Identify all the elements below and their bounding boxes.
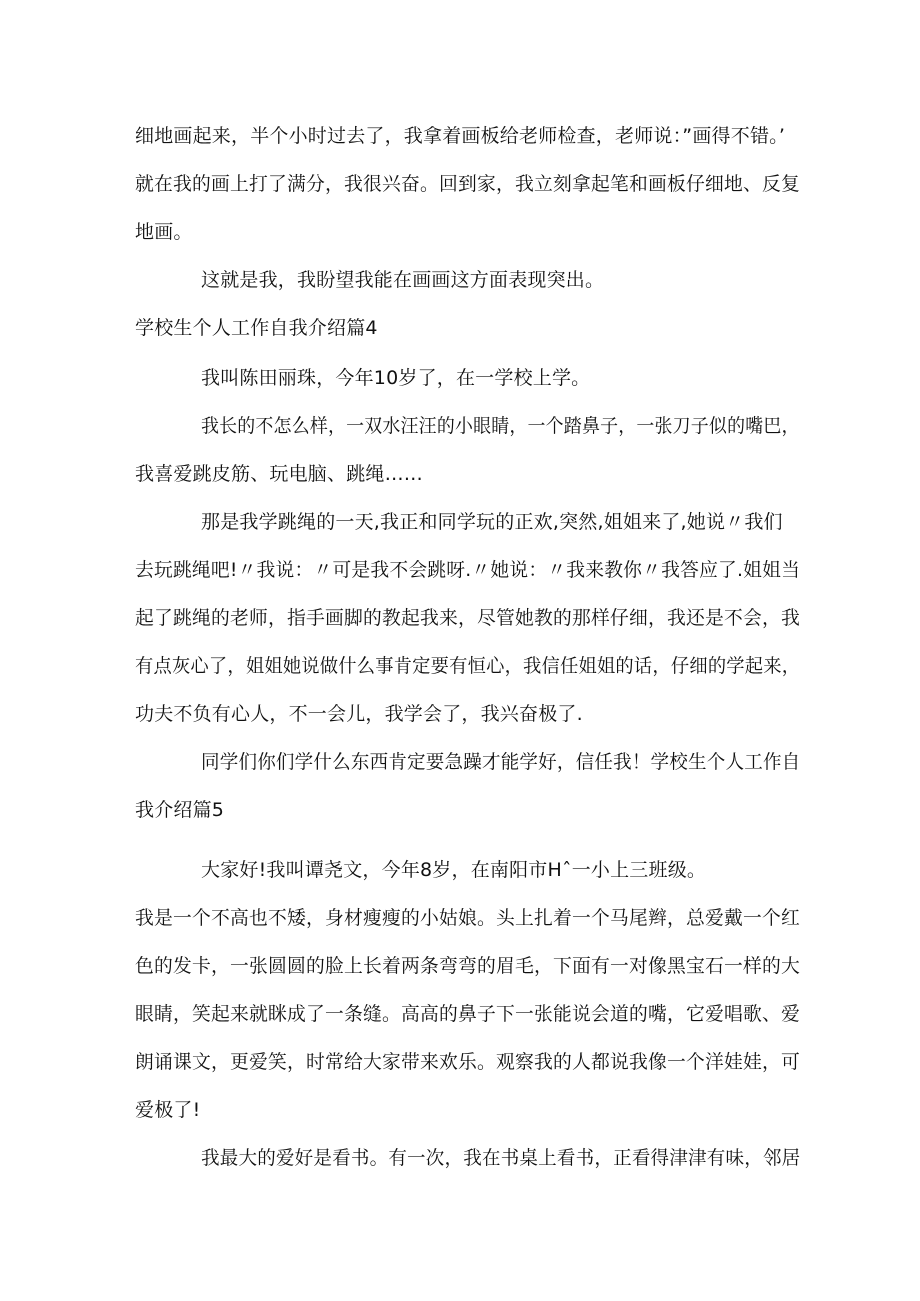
paragraph-line: 大家好!我叫谭尧文，今年8岁，在南阳市Hˆ一小上三班级。 (201, 859, 707, 881)
text-line: 地画。 (135, 221, 193, 243)
section-heading: 学校生个人工作自我介绍篇4 (135, 317, 378, 339)
text-line: 我是一个不高也不矮，身材瘦瘦的小姑娘。头上扎着一个马尾辫，总爱戴一个红 (135, 907, 801, 929)
text-line: 起了跳绳的老师，指手画脚的教起我来，尽管她教的那样仔细，我还是不会，我 (135, 607, 801, 629)
paragraph-line: 那是我学跳绳的一天,我正和同学玩的正欢,突然,姐姐来了,她说〃我们 (201, 511, 783, 533)
text-line: 爱极了! (135, 1099, 201, 1121)
paragraph-line: 同学们你们学什么东西肯定要急躁才能学好，信任我！学校生个人工作自 (201, 751, 801, 773)
text-line: 我喜爱跳皮筋、玩电脑、跳绳…… (135, 463, 424, 485)
paragraph-line: 这就是我，我盼望我能在画画这方面表现突出。 (201, 269, 605, 291)
text-line: 有点灰心了，姐姐她说做什么事肯定要有恒心，我信任姐姐的话，仔细的学起来， (135, 655, 801, 677)
text-line: 色的发卡，一张圆圆的脸上长着两条弯弯的眉毛，下面有一对像黑宝石一样的大 (135, 955, 801, 977)
text-line: 朗诵课文，更爱笑，时常给大家带来欢乐。观察我的人都说我像一个洋娃娃，可 (135, 1051, 801, 1073)
text-line: 就在我的画上打了满分，我很兴奋。回到家，我立刻拿起笔和画板仔细地、反复 (135, 173, 801, 195)
text-line: 功夫不负有心人，不一会儿，我学会了，我兴奋极了. (135, 703, 583, 725)
paragraph-line: 我最大的爱好是看书。有一次，我在书桌上看书，正看得津津有味，邻居 (201, 1147, 801, 1169)
section-heading: 我介绍篇5 (135, 799, 225, 821)
text-line: 眼睛，笑起来就眯成了一条缝。高高的鼻子下一张能说会道的嘴，它爱唱歌、爱 (135, 1003, 801, 1025)
text-line: 去玩跳绳吧!〃我说：〃可是我不会跳呀.〃她说：〃我来教你〃我答应了.姐姐当 (135, 559, 801, 581)
paragraph-line: 我长的不怎么样，一双水汪汪的小眼睛，一个踏鼻子，一张刀子似的嘴巴， (201, 415, 800, 437)
text-line: 细地画起来，半个小时过去了，我拿着画板给老师检查，老师说：”画得不错。’ (135, 125, 786, 147)
paragraph-line: 我叫陈田丽珠，今年10岁了，在一学校上学。 (201, 367, 591, 389)
